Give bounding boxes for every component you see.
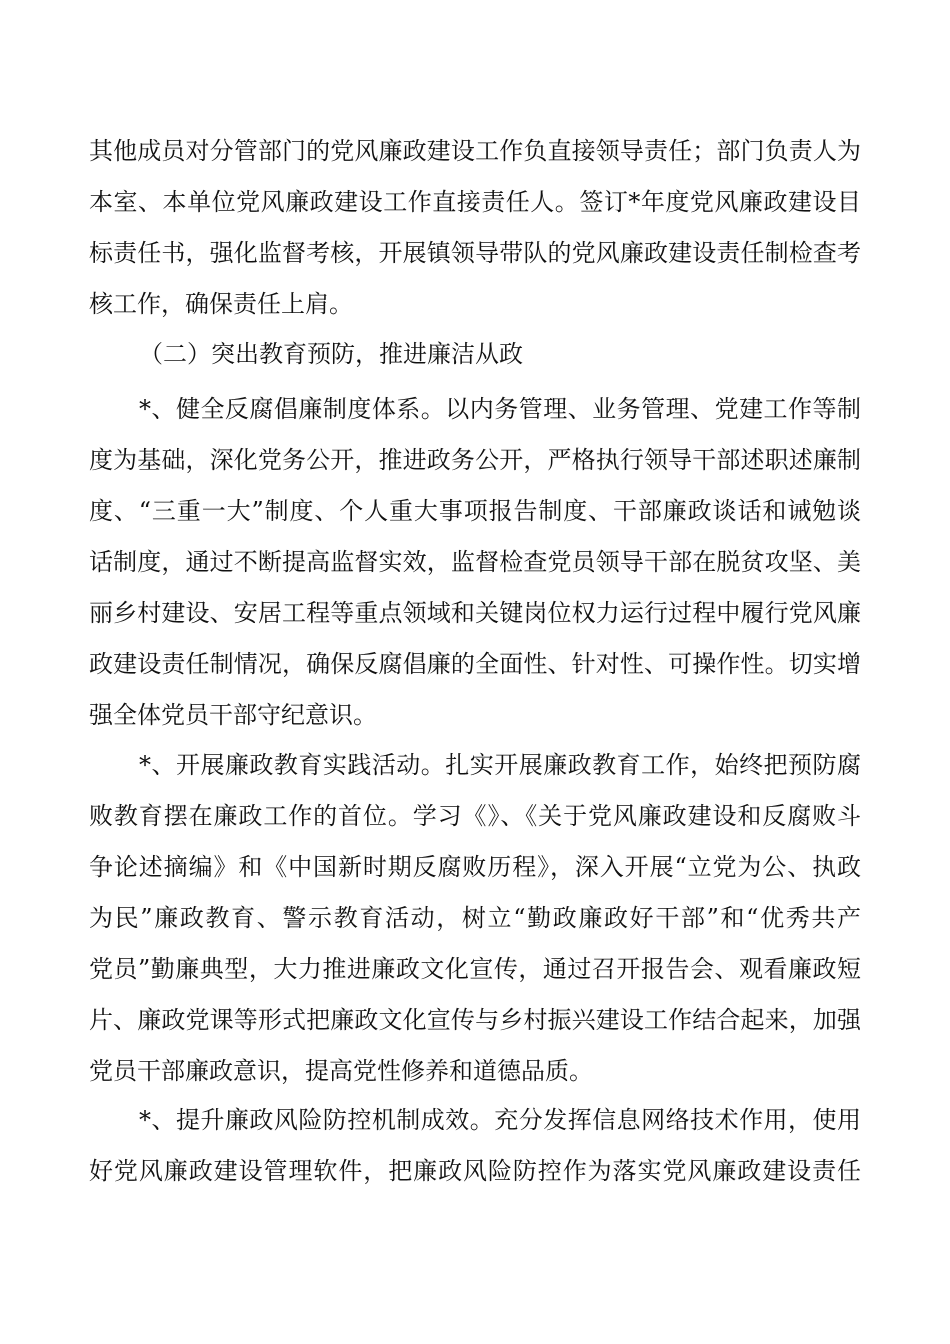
text-line: 片、廉政党课等形式把廉政文化宣传与乡村振兴建设工作结合起来，加强 (89, 1006, 861, 1034)
text-line: 争论述摘编》和《中国新时期反腐败历程》，深入开展“立党为公、执政 (89, 853, 861, 881)
text-line: 强全体党员干部守纪意识。 (89, 701, 377, 729)
text-line: 本室、本单位党风廉政建设工作直接责任人。签订*年度党风廉政建设目 (89, 188, 861, 216)
text-line: 其他成员对分管部门的党风廉政建设工作负直接领导责任；部门负责人为 (89, 137, 861, 165)
text-line: 败教育摆在廉政工作的首位。学习《》、《关于党风廉政建设和反腐败斗 (89, 802, 861, 830)
text-line: *、开展廉政教育实践活动。扎实开展廉政教育工作，始终把预防腐 (139, 751, 861, 779)
heading-text: （二）突出教育预防，推进廉洁从政 (139, 340, 523, 368)
text-line: 度、“三重一大”制度、个人重大事项报告制度、干部廉政谈话和诫勉谈 (89, 497, 861, 525)
paragraph-responsibility-continuation (89, 126, 861, 330)
text-line: 好党风廉政建设管理软件，把廉政风险防控作为落实党风廉政建设责任 (89, 1157, 861, 1185)
text-line: 为民”廉政教育、警示教育活动，树立“勤政廉政好干部”和“优秀共产 (89, 904, 861, 932)
text-line: 党员”勤廉典型，大力推进廉政文化宣传，通过召开报告会、观看廉政短 (89, 955, 861, 983)
text-line: 话制度，通过不断提高监督实效，监督检查党员领导干部在脱贫攻坚、美 (89, 548, 861, 576)
text-line: 党员干部廉政意识，提高党性修养和道德品质。 (89, 1057, 593, 1085)
paragraph-risk-control (89, 1095, 861, 1197)
text-line: 标责任书，强化监督考核，开展镇领导带队的党风廉政建设责任制检查考 (89, 239, 861, 267)
text-line: *、健全反腐倡廉制度体系。以内务管理、业务管理、党建工作等制 (139, 395, 861, 423)
text-line: 丽乡村建设、安居工程等重点领域和关键岗位权力运行过程中履行党风廉 (89, 599, 861, 627)
paragraph-integrity-education (89, 740, 861, 1097)
section-heading (89, 329, 861, 380)
text-line: 度为基础，深化党务公开，推进政务公开，严格执行领导干部述职述廉制 (89, 446, 861, 474)
paragraph-anti-corruption-system (89, 384, 861, 741)
text-line: *、提升廉政风险防控机制成效。充分发挥信息网络技术作用，使用 (139, 1106, 861, 1134)
text-line: 政建设责任制情况，确保反腐倡廉的全面性、针对性、可操作性。切实增 (89, 650, 861, 678)
text-line: 核工作，确保责任上肩。 (89, 290, 353, 318)
